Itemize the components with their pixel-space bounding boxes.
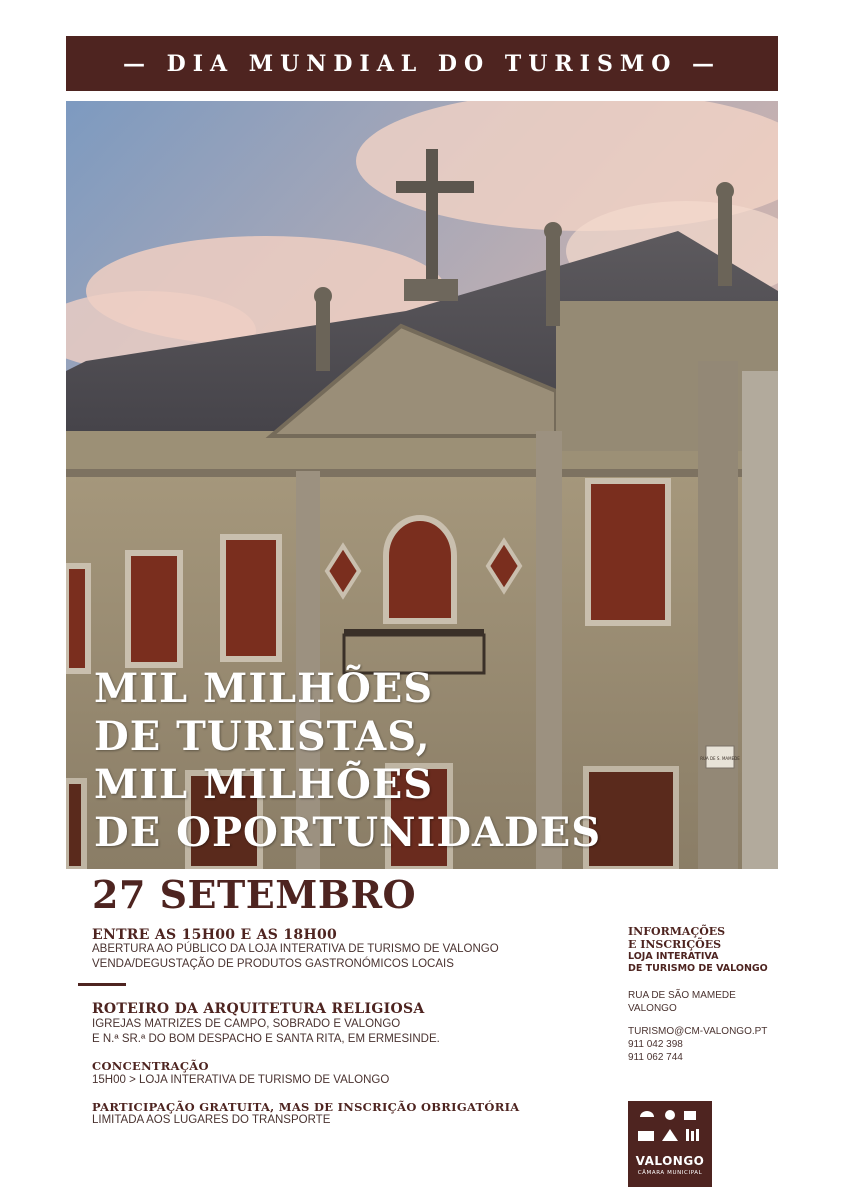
meeting-title: CONCENTRAÇÃO	[92, 1059, 209, 1073]
route-title: ROTEIRO DA ARQUITETURA RELIGIOSA	[92, 1001, 425, 1017]
event-date: 27 SETEMBRO	[92, 872, 417, 917]
info-title-line: E INSCRIÇÕES	[628, 938, 722, 951]
headline-line: MIL MILHÕES	[94, 665, 434, 712]
route-line: E N.ª SR.ª DO BOM DESPACHO E SANTA RITA, EM ERMESINDE.	[92, 1033, 440, 1045]
info-subtitle	[628, 951, 768, 975]
logo-name: VALONGO	[635, 1154, 705, 1168]
meeting-line: 15H00 > LOJA INTERATIVA DE TURISMO DE VALONGO	[92, 1074, 390, 1086]
headline	[94, 665, 654, 857]
participation-line: LIMITADA AOS LUGARES DO TRANSPORTE	[92, 1114, 331, 1126]
info-address: RUA DE SÃO MAMEDE	[628, 990, 736, 1001]
info-title	[628, 925, 725, 951]
headline-line: DE OPORTUNIDADES	[94, 809, 602, 856]
schedule-title: ENTRE AS 15H00 E AS 18H00	[92, 927, 338, 943]
logo-subtitle: CÂMARA MUNICIPAL	[637, 1170, 703, 1176]
event-banner	[66, 36, 778, 91]
info-phone[interactable]: 911 042 398	[628, 1039, 683, 1050]
info-city: VALONGO	[628, 1003, 677, 1014]
schedule-line: VENDA/DEGUSTAÇÃO DE PRODUTOS GASTRONÓMICOS LOCAIS	[92, 958, 454, 970]
route-line: IGREJAS MATRIZES DE CAMPO, SOBRADO E VALONGO	[92, 1018, 401, 1030]
banner-title: — DIA MUNDIAL DO TURISMO —	[122, 50, 722, 77]
section-divider	[78, 983, 126, 986]
info-email[interactable]: TURISMO@CM-VALONGO.PT	[628, 1026, 768, 1037]
headline-line: MIL MILHÕES	[94, 761, 434, 808]
logo-icons	[628, 1109, 712, 1153]
headline-line: DE TURISTAS,	[94, 713, 431, 760]
info-title-line: INFORMAÇÕES	[628, 925, 726, 938]
valongo-logo	[628, 1101, 712, 1187]
info-sub-line: DE TURISMO DE VALONGO	[628, 963, 768, 974]
street-sign: RUA DE S. MAMEDE	[700, 756, 740, 761]
schedule-line: ABERTURA AO PÚBLICO DA LOJA INTERATIVA DE TURISMO DE VALONGO	[92, 943, 499, 955]
info-phone[interactable]: 911 062 744	[628, 1052, 683, 1063]
info-sub-line: LOJA INTERATIVA	[628, 951, 719, 962]
participation-title: PARTICIPAÇÃO GRATUITA, MAS DE INSCRIÇÃO OBRIGATÓRIA	[92, 1100, 520, 1114]
